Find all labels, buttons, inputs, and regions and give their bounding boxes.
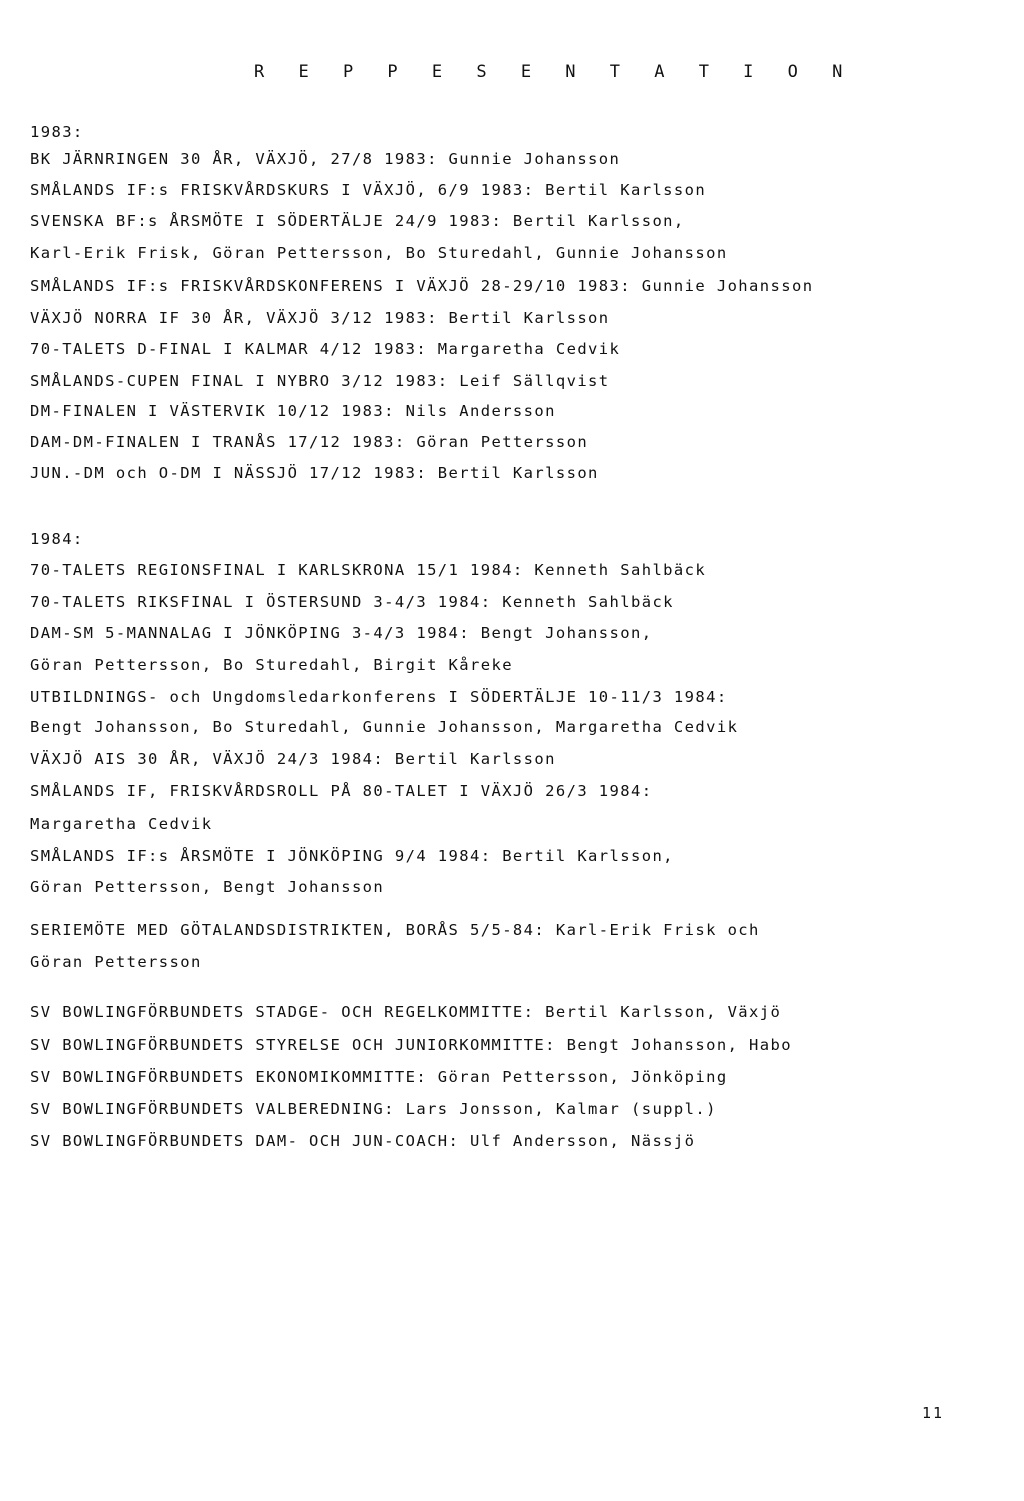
- entry-line: UTBILDNINGS- och Ungdomsledarkonferens I SÖDERTÄLJE 10-11/3 1984:: [30, 688, 728, 706]
- entry-line: DM-FINALEN I VÄSTERVIK 10/12 1983: Nils Andersson: [30, 402, 556, 420]
- entry-line: SMÅLANDS IF:s ÅRSMÖTE I JÖNKÖPING 9/4 1984: Bertil Karlsson,: [30, 847, 674, 865]
- entry-line: SERIEMÖTE MED GÖTALANDSDISTRIKTEN, BORÅS 5/5-84: Karl-Erik Frisk och: [30, 921, 760, 939]
- entry-line: 70-TALETS D-FINAL I KALMAR 4/12 1983: Margaretha Cedvik: [30, 340, 621, 358]
- entry-line: Göran Pettersson, Bengt Johansson: [30, 878, 385, 896]
- committee-line: SV BOWLINGFÖRBUNDETS STYRELSE OCH JUNIORKOMMITTE: Bengt Johansson, Habo: [30, 1036, 792, 1054]
- section-heading-1983: 1983:: [30, 123, 84, 141]
- entry-line: Göran Pettersson: [30, 953, 202, 971]
- entry-line: SMÅLANDS-CUPEN FINAL I NYBRO 3/12 1983: Leif Sällqvist: [30, 372, 610, 390]
- entry-line: DAM-DM-FINALEN I TRANÅS 17/12 1983: Göran Pettersson: [30, 433, 589, 451]
- entry-line: DAM-SM 5-MANNALAG I JÖNKÖPING 3-4/3 1984: Bengt Johansson,: [30, 624, 653, 642]
- entry-line: VÄXJÖ NORRA IF 30 ÅR, VÄXJÖ 3/12 1983: Bertil Karlsson: [30, 309, 610, 327]
- entry-line: 70-TALETS REGIONSFINAL I KARLSKRONA 15/1 1984: Kenneth Sahlbäck: [30, 561, 707, 579]
- entry-line: Göran Pettersson, Bo Sturedahl, Birgit Kåreke: [30, 656, 513, 674]
- section-heading-1984: 1984:: [30, 530, 84, 548]
- entry-line: SMÅLANDS IF, FRISKVÅRDSROLL PÅ 80-TALET I VÄXJÖ 26/3 1984:: [30, 782, 653, 800]
- entry-line: SVENSKA BF:s ÅRSMÖTE I SÖDERTÄLJE 24/9 1983: Bertil Karlsson,: [30, 212, 685, 230]
- committee-line: SV BOWLINGFÖRBUNDETS EKONOMIKOMMITTE: Göran Pettersson, Jönköping: [30, 1068, 728, 1086]
- committee-line: SV BOWLINGFÖRBUNDETS STADGE- OCH REGELKOMMITTE: Bertil Karlsson, Växjö: [30, 1003, 782, 1021]
- entry-line: JUN.-DM och O-DM I NÄSSJÖ 17/12 1983: Bertil Karlsson: [30, 464, 599, 482]
- entry-line: BK JÄRNRINGEN 30 ÅR, VÄXJÖ, 27/8 1983: Gunnie Johansson: [30, 150, 621, 168]
- entry-line: 70-TALETS RIKSFINAL I ÖSTERSUND 3-4/3 1984: Kenneth Sahlbäck: [30, 593, 674, 611]
- page-number: 11: [922, 1404, 945, 1422]
- entry-line: VÄXJÖ AIS 30 ÅR, VÄXJÖ 24/3 1984: Bertil Karlsson: [30, 750, 556, 768]
- entry-line: Bengt Johansson, Bo Sturedahl, Gunnie Johansson, Margaretha Cedvik: [30, 718, 739, 736]
- entry-line: SMÅLANDS IF:s FRISKVÅRDSKONFERENS I VÄXJÖ 28-29/10 1983: Gunnie Johansson: [30, 277, 814, 295]
- entry-line: Karl-Erik Frisk, Göran Pettersson, Bo Sturedahl, Gunnie Johansson: [30, 244, 728, 262]
- committee-line: SV BOWLINGFÖRBUNDETS DAM- OCH JUN-COACH: Ulf Andersson, Nässjö: [30, 1132, 696, 1150]
- entry-line: SMÅLANDS IF:s FRISKVÅRDSKURS I VÄXJÖ, 6/9 1983: Bertil Karlsson: [30, 181, 707, 199]
- entry-line: Margaretha Cedvik: [30, 815, 213, 833]
- committee-line: SV BOWLINGFÖRBUNDETS VALBEREDNING: Lars Jonsson, Kalmar (suppl.): [30, 1100, 717, 1118]
- page-title: R E P P E S E N T A T I O N: [254, 62, 855, 82]
